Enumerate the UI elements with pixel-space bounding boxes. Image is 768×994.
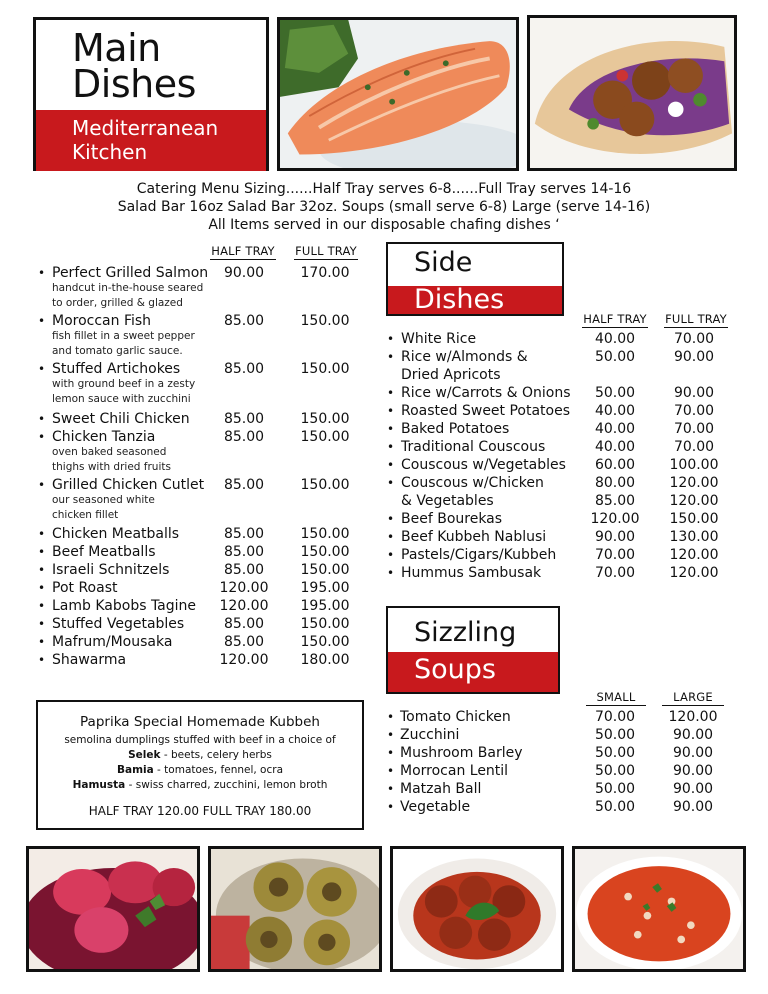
soup-name: Vegetable <box>400 799 471 815</box>
soup-small-price: 50.00 <box>594 799 636 815</box>
soup-name: Morrocan Lentil <box>400 763 509 779</box>
main-dish-description: thighs with dried fruits <box>52 461 171 473</box>
bullet-icon: • <box>387 800 395 814</box>
bullet-icon: • <box>387 386 395 400</box>
main-dish-name: Shawarma <box>52 652 127 668</box>
title-text: Main Dishes <box>72 26 196 106</box>
bullet-icon: • <box>38 478 46 492</box>
side-dish-full-price: 70.00 <box>673 421 715 437</box>
main-dish-row <box>0 615 768 633</box>
main-dish-half-price: 85.00 <box>223 562 265 578</box>
kubbeh-option-name: Selek <box>128 749 161 761</box>
tomato-soup-photo <box>572 846 746 972</box>
main-dish-half-price: 85.00 <box>223 411 265 427</box>
side-dish-name: Rice w/Almonds & <box>401 349 528 365</box>
side-dish-half-price: 70.00 <box>594 565 636 581</box>
soup-row <box>0 708 768 726</box>
main-dish-full-price: 150.00 <box>300 411 350 427</box>
side-dish-row <box>0 438 768 456</box>
bullet-icon: • <box>387 422 395 436</box>
side-dish-name: Pastels/Cigars/Kubbeh <box>401 547 557 563</box>
kubbeh-option-desc: - beets, celery herbs <box>160 749 272 761</box>
soup-small-price: 50.00 <box>594 745 636 761</box>
main-dish-full-price: 150.00 <box>300 634 350 650</box>
side-col-full-tray: FULL TRAY <box>665 312 727 326</box>
side-dish-name: Traditional Couscous <box>401 439 546 455</box>
soup-row <box>0 726 768 744</box>
main-dish-full-price: 150.00 <box>300 526 350 542</box>
main-dish-description: fish fillet in a sweet pepper <box>52 330 195 342</box>
main-dish-name: Grilled Chicken Cutlet <box>52 477 205 493</box>
main-dish-full-price: 150.00 <box>300 616 350 632</box>
stuffed-artichoke-photo <box>208 846 382 972</box>
falafel-pita-photo <box>527 15 737 171</box>
side-dish-name: Dried Apricots <box>401 367 501 383</box>
soup-large-price: 90.00 <box>672 781 714 797</box>
bullet-icon: • <box>387 530 395 544</box>
soups-col-large: LARGE <box>662 690 724 706</box>
main-dish-full-price: 180.00 <box>300 652 350 668</box>
side-dish-full-price: 100.00 <box>669 457 719 473</box>
main-dish-half-price: 85.00 <box>223 616 265 632</box>
bullet-icon: • <box>38 545 46 559</box>
main-dish-half-price: 85.00 <box>223 634 265 650</box>
side-dish-half-price: 120.00 <box>590 511 640 527</box>
soups-col-small: SMALL <box>586 690 646 706</box>
side-dish-half-price: 40.00 <box>594 439 636 455</box>
main-dish-name: Perfect Grilled Salmon <box>52 265 209 281</box>
kubbeh-title: Paprika Special Homemade Kubbeh <box>80 714 320 730</box>
bullet-icon: • <box>387 404 395 418</box>
main-dish-name: Chicken Tanzia <box>52 429 156 445</box>
side-dishes-header <box>386 242 564 316</box>
meatballs-photo <box>390 846 564 972</box>
side-dish-row <box>0 510 768 528</box>
catering-info-line-3: All Items served in our disposable chafing dishes ‘ <box>208 217 560 233</box>
side-dish-row <box>0 366 768 384</box>
soup-small-price: 50.00 <box>594 781 636 797</box>
bullet-icon: • <box>387 476 395 490</box>
side-dish-full-price: 90.00 <box>673 385 715 401</box>
soup-large-price: 90.00 <box>672 763 714 779</box>
main-dish-description: handcut in-the-house seared <box>52 282 204 294</box>
side-dish-half-price: 60.00 <box>594 457 636 473</box>
main-dish-name: Mafrum/Mousaka <box>52 634 173 650</box>
side-col-half-tray: HALF TRAY <box>583 312 647 326</box>
soups-title: Sizzling <box>414 617 517 648</box>
bullet-icon: • <box>38 430 46 444</box>
bullet-icon: • <box>38 563 46 577</box>
side-dish-row <box>0 564 768 582</box>
main-dish-full-price: 150.00 <box>300 429 350 445</box>
soup-row <box>0 780 768 798</box>
side-dish-name: Beef Kubbeh Nablusi <box>401 529 547 545</box>
bullet-icon: • <box>38 581 46 595</box>
kubbeh-option-desc: - swiss charred, zucchini, lemon broth <box>125 779 328 791</box>
side-dish-name: Couscous w/Chicken <box>401 475 544 491</box>
side-dishes-band: Dishes <box>388 286 562 314</box>
side-dish-row <box>0 456 768 474</box>
main-dish-half-price: 85.00 <box>223 313 265 329</box>
soup-small-price: 50.00 <box>594 763 636 779</box>
soup-row <box>0 744 768 762</box>
main-dish-row <box>0 597 768 615</box>
main-dish-full-price: 150.00 <box>300 361 350 377</box>
main-dish-full-price: 150.00 <box>300 562 350 578</box>
bullet-icon: • <box>387 332 395 346</box>
main-dish-name: Moroccan Fish <box>52 313 152 329</box>
bullet-icon: • <box>38 527 46 541</box>
bullet-icon: • <box>387 764 395 778</box>
main-dish-name: Chicken Meatballs <box>52 526 180 542</box>
bullet-icon: • <box>387 746 395 760</box>
side-dish-full-price: 130.00 <box>669 529 719 545</box>
side-dish-name: Beef Bourekas <box>401 511 503 527</box>
side-dish-row <box>0 546 768 564</box>
side-dish-full-price: 120.00 <box>669 565 719 581</box>
main-dish-description: lemon sauce with zucchini <box>52 393 191 405</box>
bullet-icon: • <box>387 440 395 454</box>
bullet-icon: • <box>387 710 395 724</box>
side-dish-half-price: 40.00 <box>594 403 636 419</box>
beet-kubbeh-photo <box>26 846 200 972</box>
side-dish-half-price: 50.00 <box>594 385 636 401</box>
menu-subtitle-band <box>36 110 266 171</box>
side-dish-full-price: 150.00 <box>669 511 719 527</box>
main-dish-half-price: 85.00 <box>223 429 265 445</box>
bullet-icon: • <box>38 599 46 613</box>
bullet-icon: • <box>387 782 395 796</box>
side-dish-row <box>0 330 768 348</box>
main-dish-full-price: 195.00 <box>300 598 350 614</box>
bullet-icon: • <box>38 362 46 376</box>
bullet-icon: • <box>38 266 46 280</box>
bullet-icon: • <box>387 566 395 580</box>
main-dish-row <box>0 633 768 651</box>
soup-large-price: 90.00 <box>672 799 714 815</box>
soup-name: Tomato Chicken <box>400 709 511 725</box>
main-dish-name: Sweet Chili Chicken <box>52 411 190 427</box>
side-dish-half-price: 40.00 <box>594 421 636 437</box>
side-dish-full-price: 120.00 <box>669 547 719 563</box>
main-dish-name: Israeli Schnitzels <box>52 562 170 578</box>
side-dish-row <box>0 528 768 546</box>
main-dish-description: with ground beef in a zesty <box>52 378 196 390</box>
main-dish-name: Stuffed Vegetables <box>52 616 185 632</box>
side-dish-half-price: 40.00 <box>594 331 636 347</box>
main-dish-description: oven baked seasoned <box>52 446 167 458</box>
side-dish-half-price: 50.00 <box>594 349 636 365</box>
soup-name: Mushroom Barley <box>400 745 523 761</box>
side-dish-name: Baked Potatoes <box>401 421 510 437</box>
side-dish-half-price: 80.00 <box>594 475 636 491</box>
side-dish-full-price: 70.00 <box>673 403 715 419</box>
main-dish-row <box>0 312 768 330</box>
kubbeh-price: HALF TRAY 120.00 FULL TRAY 180.00 <box>88 804 312 818</box>
soup-small-price: 70.00 <box>594 709 636 725</box>
side-dish-full-price: 120.00 <box>669 475 719 491</box>
side-dishes-title: Side <box>414 247 473 278</box>
side-dish-full-price: 70.00 <box>673 439 715 455</box>
bullet-icon: • <box>387 728 395 742</box>
side-dish-row <box>0 492 768 510</box>
main-dish-description: and tomato garlic sauce. <box>52 345 183 357</box>
soup-name: Zucchini <box>400 727 460 743</box>
kubbeh-option-desc: - tomatoes, fennel, ocra <box>153 764 283 776</box>
main-dish-half-price: 120.00 <box>219 652 269 668</box>
main-dish-full-price: 170.00 <box>300 265 350 281</box>
main-dish-description: our seasoned white <box>52 494 155 506</box>
side-dish-name: White Rice <box>401 331 477 347</box>
side-dish-name: Couscous w/Vegetables <box>401 457 566 473</box>
main-dish-description: to order, grilled & glazed <box>52 297 183 309</box>
soups-header <box>386 606 560 694</box>
bullet-icon: • <box>38 635 46 649</box>
side-dish-full-price: 90.00 <box>673 349 715 365</box>
bullet-icon: • <box>387 548 395 562</box>
side-dish-half-price: 90.00 <box>594 529 636 545</box>
side-dish-name: Roasted Sweet Potatoes <box>401 403 571 419</box>
main-dish-name: Beef Meatballs <box>52 544 156 560</box>
main-dish-half-price: 120.00 <box>219 580 269 596</box>
catering-info-line-1: Catering Menu Sizing......Half Tray serves 6-8......Full Tray serves 14-16 <box>136 181 632 197</box>
side-dish-row <box>0 348 768 366</box>
main-dish-half-price: 120.00 <box>219 598 269 614</box>
side-dish-row <box>0 420 768 438</box>
main-dish-name: Stuffed Artichokes <box>52 361 181 377</box>
main-dish-row <box>0 651 768 669</box>
main-dish-half-price: 85.00 <box>223 526 265 542</box>
main-col-full-tray: FULL TRAY <box>295 244 357 258</box>
bullet-icon: • <box>38 314 46 328</box>
main-dish-row <box>0 264 768 282</box>
main-col-half-tray: HALF TRAY <box>211 244 275 258</box>
bullet-icon: • <box>38 412 46 426</box>
kubbeh-intro: semolina dumplings stuffed with beef in a choice of <box>64 734 336 746</box>
bullet-icon: • <box>38 617 46 631</box>
main-dish-name: Lamb Kabobs Tagine <box>52 598 197 614</box>
main-dish-full-price: 150.00 <box>300 313 350 329</box>
title-text: Mediterranean Kitchen <box>72 116 219 164</box>
side-dish-name: Hummus Sambusak <box>401 565 542 581</box>
side-dish-row <box>0 384 768 402</box>
main-dish-name: Pot Roast <box>52 580 118 596</box>
main-dish-half-price: 85.00 <box>223 544 265 560</box>
main-dish-half-price: 90.00 <box>223 265 265 281</box>
kubbeh-option-name: Bamia <box>117 764 154 776</box>
side-dish-name: & Vegetables <box>401 493 494 509</box>
side-dish-full-price: 70.00 <box>673 331 715 347</box>
kubbeh-option-name: Hamusta <box>72 779 126 791</box>
bullet-icon: • <box>387 458 395 472</box>
main-dish-full-price: 150.00 <box>300 544 350 560</box>
side-dish-name: Rice w/Carrots & Onions <box>401 385 571 401</box>
bullet-icon: • <box>387 350 395 364</box>
bullet-icon: • <box>38 653 46 667</box>
soup-row <box>0 798 768 816</box>
side-dish-row <box>0 402 768 420</box>
side-dish-row <box>0 474 768 492</box>
soup-small-price: 50.00 <box>594 727 636 743</box>
catering-info-line-2: Salad Bar 16oz Salad Bar 32oz. Soups (small serve 6-8) Large (serve 14-16) <box>117 199 651 215</box>
soup-large-price: 120.00 <box>668 709 718 725</box>
main-dish-description: chicken fillet <box>52 509 119 521</box>
soup-name: Matzah Ball <box>400 781 482 797</box>
bullet-icon: • <box>387 512 395 526</box>
main-dish-full-price: 150.00 <box>300 477 350 493</box>
menu-title <box>72 26 196 106</box>
main-dish-full-price: 195.00 <box>300 580 350 596</box>
soup-row <box>0 762 768 780</box>
soup-large-price: 90.00 <box>672 727 714 743</box>
side-dish-full-price: 120.00 <box>669 493 719 509</box>
main-dish-half-price: 85.00 <box>223 361 265 377</box>
soup-large-price: 90.00 <box>672 745 714 761</box>
side-dish-half-price: 70.00 <box>594 547 636 563</box>
side-dish-half-price: 85.00 <box>594 493 636 509</box>
main-dish-half-price: 85.00 <box>223 477 265 493</box>
menu-title-box <box>33 17 269 171</box>
soups-band: Soups <box>388 652 558 692</box>
salmon-photo <box>277 17 519 171</box>
